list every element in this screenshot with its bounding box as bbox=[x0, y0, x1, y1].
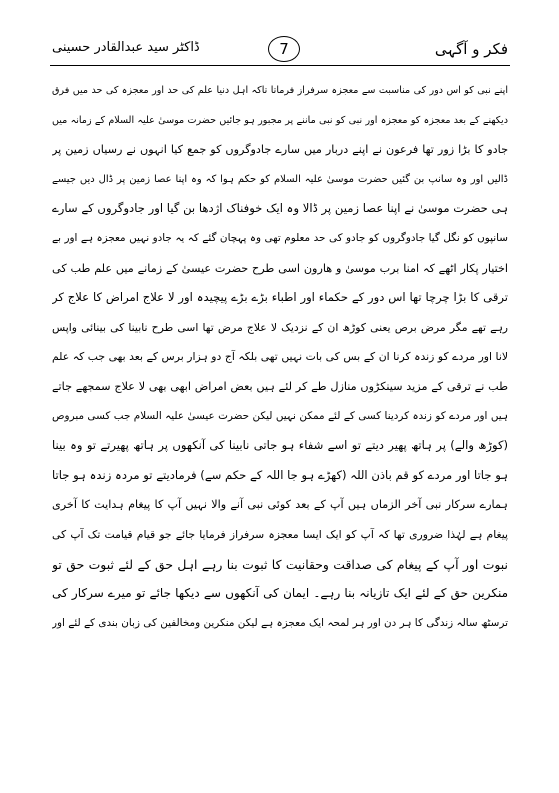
header-divider bbox=[50, 65, 510, 66]
text-line: اپنے نبی کو اس دور کی مناسبت سے معجزہ سرفراز فرماتا تاکہ اہل دنیا علم کی حد اور معجزہ کی حد میں فرق bbox=[52, 85, 508, 96]
text-line: نبوت اور آپ کے پیغام کی صداقت وحقانیت کا ثبوت بنا رہے اہل حق کے لئے ثبوت حق تو bbox=[52, 556, 508, 572]
text-line: ہو جاتا اور مردے کو قم باذن اللہ (کھڑے ہو جا اللہ کے حکم سے) فرمادیتے تو مردہ زندہ ہو جاتا bbox=[52, 467, 508, 482]
text-line: منکرین حق کے لئے ایک تازیانہ بنا رہے۔ ایمان کی آنکھوں سے دیکھا جائے تو میرے سرکار کی bbox=[52, 586, 508, 601]
text-line: دیکھنے کے بعد معجزہ کو معجزہ اور نبی کو نبی ماننے پر مجبور ہو جائیں حضرت موسیٰ علیہ السلام کے زمانہ میں bbox=[52, 114, 508, 126]
text-line: اختیار پکار اٹھے کہ امنا برب موسیٰ و ھارون اسی طرح حضرت عیسیٰ کے زمانے میں علم طب کی bbox=[52, 261, 508, 275]
page-body bbox=[52, 76, 508, 638]
text-line: ہمارے سرکار نبی آخر الزماں ہیں آپ کے بعد کوئی نبی آنے والا نہیں آپ کا پیغام ہدایت کا آخری bbox=[52, 498, 508, 512]
text-line: رہے تھے مگر مرض برص یعنی کوڑھ ان کے نزدیک لا علاج مرض تھا اسی طرح نابینا کی بینائی واپس bbox=[52, 320, 508, 334]
text-line: ترسٹھ سالہ زندگی کا ہر دن اور ہر لمحہ ایک معجزہ ہے لیکن منکرین ومخالفین کی زبان بندی کے لئے اور bbox=[52, 616, 508, 629]
text-line: طب نے ترقی کے مزید سینکڑوں منازل طے کر لئے ہیں بعض امراض ابھی بھی لا علاج سمجھے جاتے bbox=[52, 379, 508, 393]
text-line: (کوڑھ والے) پر ہاتھ پھیر دیتے تو اسے شفاء ہو جاتی نابینا کی آنکھوں پر ہاتھ پھیرتے تو وہ بینا bbox=[52, 438, 508, 453]
book-title: فکر و آگہی bbox=[434, 40, 508, 58]
text-line: ہی حضرت موسیٰ نے اپنا عصا زمین پر ڈالا وہ ایک خوفناک اژدھا بن گیا اور جادوگروں کے سارے bbox=[52, 201, 508, 216]
text-line: ترقی کا بڑا چرچا تھا اس دور کے حکماء اور اطباء بڑے بڑے پیچیدہ اور لا علاج امراض کا علاج کر bbox=[52, 290, 508, 305]
text-line: پیغام ہے لہٰذا ضروری تھا کہ آپ کو ایک ایسا معجزہ سرفراز فرمایا جائے جو قیام قیامت تک آپ کی bbox=[52, 527, 508, 541]
text-line: جادو کا بڑا زور تھا فرعون نے اپنے دربار میں سارے جادوگروں کو جمع کیا انہوں نے رسیاں زمین پر bbox=[52, 143, 508, 157]
author-name: ڈاکٹر سید عبدالقادر حسینی bbox=[52, 40, 200, 55]
text-line: ہیں اور مردے کو زندہ کردینا کسی کے لئے ممکن نہیں لیکن حضرت عیسیٰ علیہ السلام جب کسی مبروص bbox=[52, 409, 508, 422]
page-number: 7 bbox=[268, 36, 300, 62]
text-line: سانپوں کو نگل گیا جادوگروں کو جادو کی حد معلوم تھی وہ پہچان گئے کہ یہ جادو نہیں معجزہ ہے اور بے bbox=[52, 231, 508, 244]
text-line: ڈالیں اور وہ سانپ بن گئیں حضرت موسیٰ علیہ السلام کو حکم ہوا کہ وہ اپنا عصا زمین پر ڈال دیں جیسے bbox=[52, 173, 508, 185]
text-line: لانا اور مردے کو زندہ کرنا ان کے بس کی بات نہیں تھی بلکہ آج دو ہزار برس کے بعد بھی جب کہ علم bbox=[52, 350, 508, 364]
page-header bbox=[52, 34, 508, 68]
